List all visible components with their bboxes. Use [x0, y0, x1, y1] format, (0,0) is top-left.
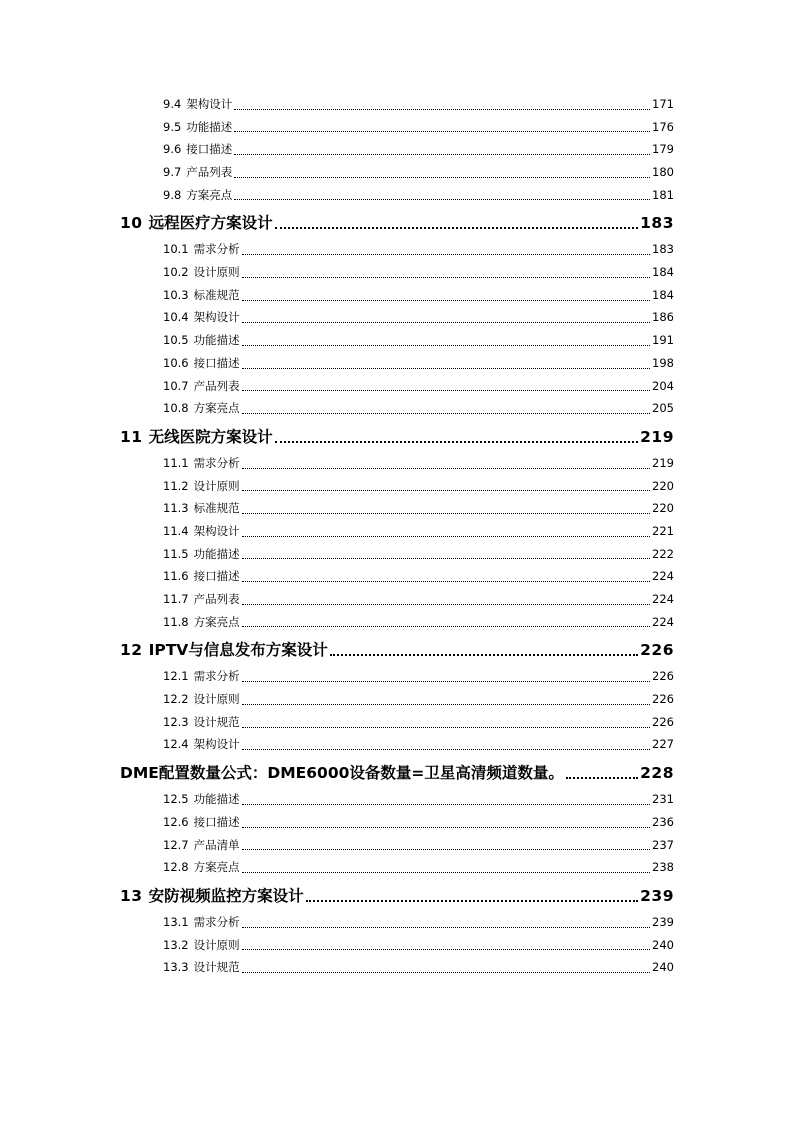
section-number: 11.8 [163, 614, 189, 629]
section-title: 功能描述 [193, 792, 240, 807]
toc-entry-label [163, 665, 240, 688]
page-number: 180 [652, 165, 674, 180]
section-number: 11.5 [163, 546, 189, 561]
toc-entry[interactable] [120, 934, 674, 957]
page-number: 181 [652, 187, 674, 202]
toc-chapter-label [120, 426, 273, 448]
section-title: 方案亮点 [193, 614, 240, 629]
section-number: 10.1 [163, 242, 189, 257]
dot-leader [242, 254, 650, 255]
dot-leader [234, 109, 650, 110]
page-number: 226 [652, 692, 674, 707]
dot-leader [242, 949, 650, 950]
section-number: 10.2 [163, 265, 189, 280]
page-number: 226 [652, 669, 674, 684]
toc-chapter-label [120, 212, 273, 234]
section-title: 接口描述 [193, 569, 240, 584]
dot-leader [234, 154, 650, 155]
toc-entry-label [163, 352, 240, 375]
page-number: 227 [652, 737, 674, 752]
dot-leader [242, 513, 650, 514]
dot-leader [242, 413, 650, 414]
page-number: 171 [652, 96, 674, 111]
toc-entry-label [163, 565, 240, 588]
toc-entry-label [163, 520, 240, 543]
dot-leader [242, 468, 650, 469]
chapter-number: 10 [120, 214, 143, 233]
toc-entry[interactable] [120, 352, 674, 375]
toc-chapter-entry[interactable] [120, 212, 674, 234]
toc-entry-label [163, 93, 232, 116]
section-title: 产品列表 [193, 378, 240, 393]
toc-entry-label [163, 116, 232, 139]
toc-entry[interactable] [120, 261, 674, 284]
toc-entry-label [163, 711, 240, 734]
toc-entry[interactable] [120, 375, 674, 398]
section-title: 需求分析 [193, 669, 240, 684]
dot-leader [242, 300, 650, 301]
toc-entry[interactable] [120, 329, 674, 352]
section-title: 标准规范 [193, 501, 240, 516]
dot-leader [242, 704, 650, 705]
toc-entry[interactable] [120, 588, 674, 611]
toc-entry-label [163, 543, 240, 566]
toc-entry-label [163, 161, 232, 184]
page-number: 224 [652, 614, 674, 629]
section-number: 11.3 [163, 501, 189, 516]
page-number: 198 [652, 355, 674, 370]
toc-entry-label [163, 329, 240, 352]
toc-entry[interactable] [120, 116, 674, 139]
toc-entry[interactable] [120, 956, 674, 979]
section-title: 需求分析 [193, 455, 240, 470]
section-title: 方案亮点 [193, 401, 240, 416]
section-title: 架构设计 [186, 96, 233, 111]
toc-entry[interactable] [120, 611, 674, 634]
section-number: 12.7 [163, 837, 189, 852]
dot-leader [242, 626, 650, 627]
toc-entry-label [163, 834, 240, 857]
section-number: 11.2 [163, 478, 189, 493]
toc-entry-label [163, 184, 232, 207]
section-number: 12.1 [163, 669, 189, 684]
section-number: 12.5 [163, 792, 189, 807]
section-number: 9.5 [163, 119, 182, 134]
section-number: 11.4 [163, 523, 189, 538]
section-title: 架构设计 [193, 310, 240, 325]
dot-leader [242, 368, 650, 369]
section-title: 功能描述 [193, 333, 240, 348]
dot-leader [566, 777, 638, 779]
toc-entry-label [163, 138, 232, 161]
toc-entry[interactable] [120, 688, 674, 711]
toc-entry[interactable] [120, 834, 674, 857]
toc-entry[interactable] [120, 788, 674, 811]
dot-leader [242, 681, 650, 682]
toc-entry-label [163, 375, 240, 398]
dot-leader [242, 345, 650, 346]
toc-entry-label [163, 238, 240, 261]
toc-entry-label [163, 397, 240, 420]
page-number: 222 [652, 546, 674, 561]
section-number: 9.4 [163, 96, 182, 111]
toc-entry[interactable] [120, 856, 674, 879]
toc-entry-label [163, 261, 240, 284]
section-title: 设计规范 [193, 960, 240, 975]
section-title: 产品清单 [193, 837, 240, 852]
toc-entry-label [163, 452, 240, 475]
toc-chapter-label [120, 885, 304, 907]
dot-leader [242, 604, 650, 605]
section-number: 13.2 [163, 937, 189, 952]
section-title: 设计原则 [193, 265, 240, 280]
dot-leader [234, 199, 650, 200]
page-number: 224 [652, 569, 674, 584]
table-of-contents [120, 93, 674, 979]
page-number: 221 [652, 523, 674, 538]
chapter-number: 11 [120, 427, 143, 446]
toc-entry-label [163, 306, 240, 329]
section-number: 11.1 [163, 455, 189, 470]
dot-leader [242, 277, 650, 278]
section-number: 10.8 [163, 401, 189, 416]
section-number: 12.2 [163, 692, 189, 707]
page-number: 220 [652, 501, 674, 516]
toc-chapter-entry[interactable] [120, 639, 674, 661]
section-number: 11.6 [163, 569, 189, 584]
section-number: 9.8 [163, 187, 182, 202]
section-number: 13.1 [163, 914, 189, 929]
toc-entry[interactable] [120, 497, 674, 520]
toc-entry[interactable] [120, 911, 674, 934]
dot-leader [242, 581, 650, 582]
section-title: 设计规范 [193, 714, 240, 729]
page-number: 240 [652, 960, 674, 975]
toc-entry[interactable] [120, 397, 674, 420]
section-title: 方案亮点 [193, 860, 240, 875]
section-title: 接口描述 [193, 355, 240, 370]
dot-leader [242, 804, 650, 805]
section-number: 12.3 [163, 714, 189, 729]
toc-entry-label [163, 956, 240, 979]
page-number: 224 [652, 592, 674, 607]
page-number: 183 [652, 242, 674, 257]
dot-leader [242, 558, 650, 559]
page-number: 240 [652, 937, 674, 952]
dot-leader [234, 131, 650, 132]
section-title: 产品列表 [186, 165, 233, 180]
toc-entry[interactable] [120, 93, 674, 116]
toc-entry[interactable] [120, 520, 674, 543]
dot-leader [306, 900, 639, 902]
toc-entry[interactable] [120, 543, 674, 566]
section-title: 设计原则 [193, 478, 240, 493]
section-title: 设计原则 [193, 692, 240, 707]
toc-entry-label [163, 788, 240, 811]
page-number: 226 [640, 641, 674, 660]
toc-entry-label [163, 284, 240, 307]
section-title: 需求分析 [193, 914, 240, 929]
section-number: 10.6 [163, 355, 189, 370]
section-number: 10.5 [163, 333, 189, 348]
toc-entry[interactable] [120, 307, 674, 330]
section-title: 功能描述 [186, 119, 233, 134]
section-title: 接口描述 [193, 814, 240, 829]
dot-leader [234, 177, 650, 178]
chapter-title: 安防视频监控方案设计 [148, 886, 304, 905]
section-number: 10.3 [163, 287, 189, 302]
page-number: 183 [640, 214, 674, 233]
page-number: 236 [652, 814, 674, 829]
page-number: 184 [652, 287, 674, 302]
chapter-title: 远程医疗方案设计 [148, 214, 273, 233]
toc-entry-label [163, 934, 240, 957]
toc-entry-label [163, 856, 240, 879]
dot-leader [242, 827, 650, 828]
page-number: 238 [652, 860, 674, 875]
chapter-number: 13 [120, 886, 143, 905]
section-title: 方案亮点 [186, 187, 233, 202]
page-number: 237 [652, 837, 674, 852]
dot-leader [242, 727, 650, 728]
dot-leader [242, 390, 650, 391]
toc-entry[interactable] [120, 734, 674, 757]
page-number: 231 [652, 792, 674, 807]
toc-chapter-entry[interactable] [120, 885, 674, 907]
dot-leader [330, 654, 638, 656]
toc-chapter-label [120, 639, 328, 661]
section-title: 架构设计 [193, 737, 240, 752]
toc-entry[interactable] [120, 475, 674, 498]
toc-entry[interactable] [120, 811, 674, 834]
section-number: 10.7 [163, 378, 189, 393]
section-number: 12.8 [163, 860, 189, 875]
chapter-title: IPTV与信息发布方案设计 [148, 641, 328, 660]
section-number: 9.6 [163, 142, 182, 157]
dot-leader [242, 322, 650, 323]
toc-entry[interactable] [120, 184, 674, 207]
section-number: 12.4 [163, 737, 189, 752]
section-title: 接口描述 [186, 142, 233, 157]
toc-entry-label [163, 475, 240, 498]
section-title: 需求分析 [193, 242, 240, 257]
dot-leader [242, 927, 650, 928]
section-title: 架构设计 [193, 523, 240, 538]
toc-entry[interactable] [120, 161, 674, 184]
dot-leader [242, 749, 650, 750]
section-number: 9.7 [163, 165, 182, 180]
toc-entry[interactable] [120, 138, 674, 161]
page-number: 219 [652, 455, 674, 470]
toc-chapter-entry[interactable] [120, 762, 674, 784]
section-title: 产品列表 [193, 592, 240, 607]
dot-leader [242, 972, 650, 973]
chapter-title: DME配置数量公式：DME6000设备数量=卫星高清频道数量。 [120, 764, 564, 783]
page-number: 205 [652, 401, 674, 416]
toc-entry-label [163, 497, 240, 520]
page-number: 204 [652, 378, 674, 393]
toc-entry[interactable] [120, 711, 674, 734]
section-number: 12.6 [163, 814, 189, 829]
toc-entry[interactable] [120, 238, 674, 261]
section-number: 10.4 [163, 310, 189, 325]
toc-entry-label [163, 588, 240, 611]
dot-leader [242, 536, 650, 537]
page-number: 184 [652, 265, 674, 280]
dot-leader [242, 490, 650, 491]
page-number: 219 [640, 427, 674, 446]
section-title: 功能描述 [193, 546, 240, 561]
toc-entry-label [163, 811, 240, 834]
dot-leader [275, 441, 639, 443]
toc-entry[interactable] [120, 284, 674, 307]
page-number: 220 [652, 478, 674, 493]
toc-entry-label [163, 611, 240, 634]
section-number: 13.3 [163, 960, 189, 975]
page-number: 239 [640, 886, 674, 905]
toc-entry-label [163, 911, 240, 934]
dot-leader [242, 849, 650, 850]
page-number: 176 [652, 119, 674, 134]
section-title: 设计原则 [193, 937, 240, 952]
toc-entry[interactable] [120, 665, 674, 688]
toc-chapter-entry[interactable] [120, 426, 674, 448]
dot-leader [242, 872, 650, 873]
toc-entry-label [163, 688, 240, 711]
section-number: 11.7 [163, 592, 189, 607]
chapter-number: 12 [120, 641, 143, 660]
section-title: 标准规范 [193, 287, 240, 302]
dot-leader [275, 227, 639, 229]
toc-entry[interactable] [120, 565, 674, 588]
page-number: 228 [640, 764, 674, 783]
page-number: 191 [652, 333, 674, 348]
page-number: 186 [652, 310, 674, 325]
chapter-title: 无线医院方案设计 [148, 427, 273, 446]
page-number: 226 [652, 714, 674, 729]
toc-entry-label [163, 733, 240, 756]
page-number: 179 [652, 142, 674, 157]
toc-entry[interactable] [120, 452, 674, 475]
toc-chapter-label [120, 762, 564, 784]
page-number: 239 [652, 914, 674, 929]
